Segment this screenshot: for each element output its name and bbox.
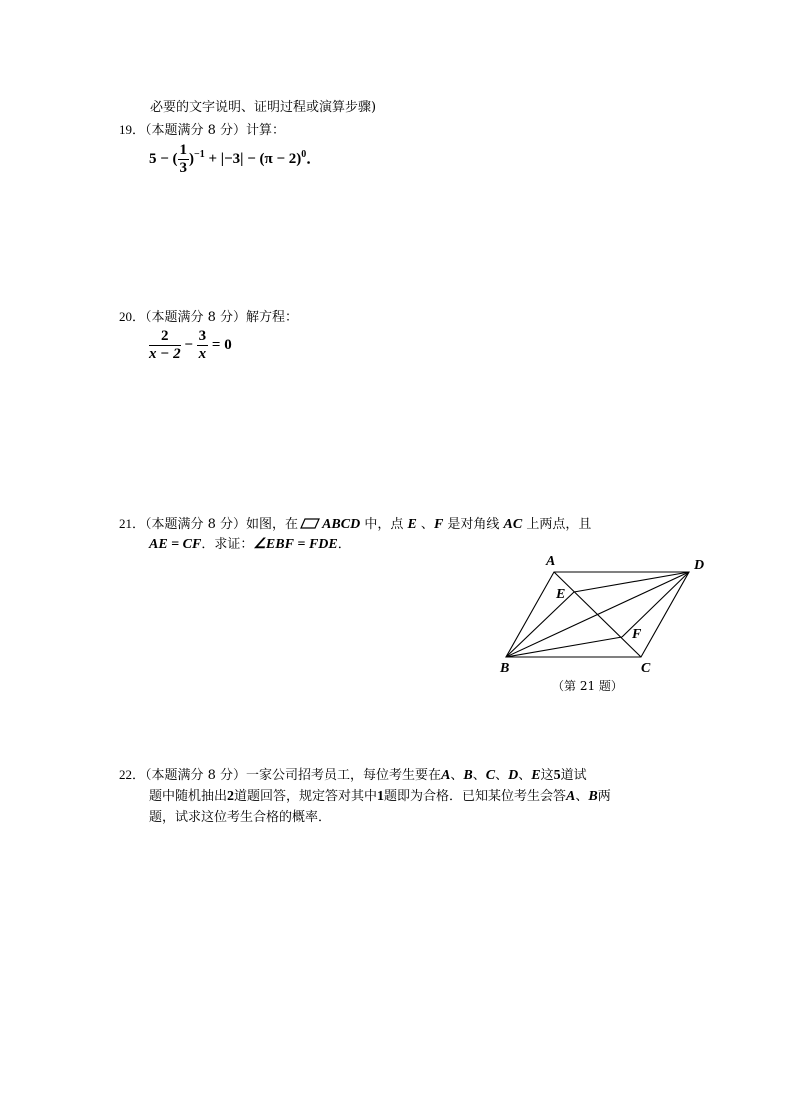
q20-f2-numerator: 3 (198, 328, 207, 344)
q21-l2-b: = (167, 537, 183, 552)
label-b: B (500, 661, 510, 676)
q21-l2-f: = (293, 537, 309, 552)
q19-header-text: （本题满分 8 分）计算： (145, 123, 286, 138)
label-e: E (556, 587, 566, 602)
q22-l1-k: 这 (540, 768, 554, 783)
q21-line1 (119, 516, 591, 533)
q22-l1-j: E (531, 768, 541, 783)
q22-l2-a: 题中随机抽出 (149, 789, 228, 804)
q21-l1-a: （本题满分 8 分）如图，在 (145, 517, 299, 532)
figure-caption: （第 21 题） (552, 679, 623, 693)
q22-l2-e: 题即为合格．已知某位考生会答 (384, 789, 567, 804)
q22-l2-f: A (566, 789, 576, 804)
q21-l1-b: ABCD (322, 517, 361, 532)
q21-l1-d: E (407, 517, 417, 532)
q22-l2-h: B (588, 789, 598, 804)
q22-l1-i: 、 (518, 768, 532, 783)
q22-l1-f: C (485, 768, 496, 783)
q21-l2-a: AE (149, 537, 168, 552)
q20-f2-denominator: x (198, 346, 207, 362)
q19-header (119, 122, 285, 139)
q22-l1-m: 道试 (560, 768, 587, 783)
q22-l1-c: 、 (450, 768, 464, 783)
q19-expr-part1: 5 − ( (149, 150, 178, 167)
q20-number: 20． (119, 309, 146, 324)
q22-line2 (149, 789, 611, 805)
q22-number: 22． (119, 767, 146, 782)
q20-fraction1 (149, 328, 181, 363)
q21-l2-e: ∠EBF (253, 537, 294, 552)
q22-l2-i: 两 (597, 789, 611, 804)
q20-f1-numerator: 2 (149, 328, 181, 346)
q22-l1-b: A (441, 768, 451, 783)
label-a: A (546, 554, 556, 569)
q20-header-text: （本题满分 8 分）解方程： (145, 310, 299, 325)
q22-l1-a: （本题满分 8 分）一家公司招考员工，每位考生要在 (145, 768, 442, 783)
q19-exponent1: −1 (194, 148, 205, 160)
q19-exponent2: 0 (301, 148, 307, 160)
q19-expression (149, 142, 321, 177)
q21-line2 (149, 537, 351, 553)
q20-header (119, 309, 298, 326)
q22-line3: 题，试求这位考生合格的概率． (149, 810, 332, 825)
label-c: C (641, 661, 651, 676)
q21-l2-c: CF (182, 537, 202, 552)
q22-l2-g: 、 (575, 789, 589, 804)
q22-l2-d: 1 (377, 789, 385, 804)
q21-number: 21． (119, 516, 146, 531)
parallelogram-icon (300, 518, 320, 529)
label-d: D (694, 558, 705, 573)
q20-expression (149, 328, 232, 363)
q19-frac-numerator: 1 (179, 142, 188, 158)
q21-l1-g: 是对角线 (443, 517, 504, 532)
q22-l1-l: 5 (553, 768, 561, 783)
q22-l1-d: B (463, 768, 473, 783)
label-f: F (632, 627, 642, 642)
q20-equals-zero: = 0 (211, 336, 232, 353)
q19-expr-part3: + |−3| − (π − 2) (204, 150, 302, 167)
intro-text: 必要的文字说明、证明过程或演算步骤) (150, 100, 377, 115)
q21-l1-i: 上两点，且 (522, 517, 592, 532)
q19-expr-part2: ) (189, 150, 195, 167)
q21-l2-g: FDE (308, 537, 338, 552)
q19-expr-part4: ． (306, 150, 322, 167)
q20-f1-denominator: x − 2 (149, 346, 181, 362)
q19-frac-denominator: 3 (179, 160, 188, 176)
q22-l1-h: D (508, 768, 519, 783)
q21-l1-f: F (433, 517, 444, 532)
q20-minus: − (184, 336, 193, 353)
q21-l2-d: ．求证： (201, 537, 254, 552)
q22-line1 (119, 767, 587, 784)
q19-number: 19． (119, 122, 146, 137)
diagonal-bd (506, 572, 689, 657)
q22-l2-c: 道题回答，规定答对其中 (234, 789, 378, 804)
q22-l2-b: 2 (227, 789, 235, 804)
q19-fraction (178, 142, 190, 177)
q22-l1-g: 、 (495, 768, 509, 783)
q21-figure (495, 550, 715, 695)
q20-fraction2 (197, 328, 209, 363)
q22-l1-e: 、 (472, 768, 486, 783)
q21-l1-e: 、 (416, 517, 434, 532)
q21-l1-h: AC (503, 517, 523, 532)
q21-l2-h: ． (337, 537, 351, 552)
q21-l1-c: 中，点 (360, 517, 408, 532)
